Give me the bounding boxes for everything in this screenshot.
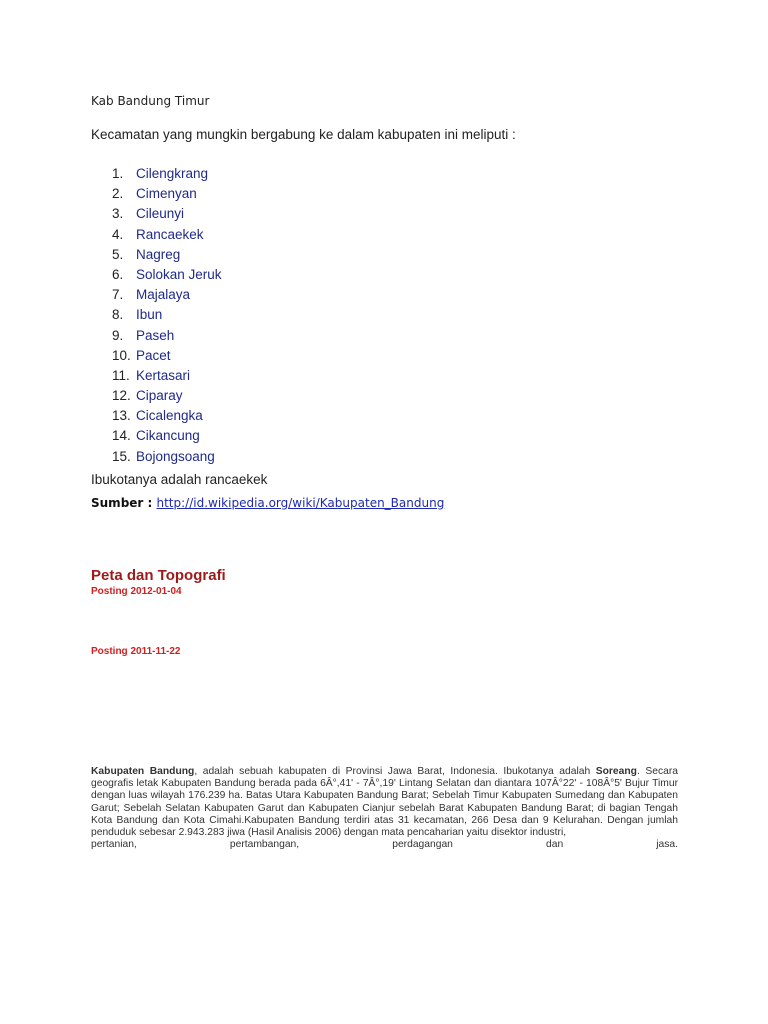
list-item-number: 7. xyxy=(112,287,124,303)
list-item xyxy=(112,245,222,265)
list-item-number: 11. xyxy=(112,367,130,383)
district-link[interactable]: Bojongsoang xyxy=(136,448,215,464)
post-date: Posting 2011-11-22 xyxy=(91,646,181,657)
list-item-number: 10. xyxy=(112,347,131,363)
paragraph-text: , adalah sebuah kabupaten di Provinsi Jawa Barat, Indonesia. Ibukotanya adalah xyxy=(194,766,596,777)
list-item-number: 14. xyxy=(112,428,131,444)
intro-text: Kecamatan yang mungkin bergabung ke dalam kabupaten ini meliputi : xyxy=(91,127,516,142)
list-item-number: 12. xyxy=(112,388,131,404)
capital-text: Ibukotanya adalah rancaekek xyxy=(91,472,268,487)
source-label: Sumber : xyxy=(91,496,157,510)
district-link[interactable]: Cilengkrang xyxy=(136,166,209,181)
district-link[interactable]: Cicalengka xyxy=(136,408,203,424)
list-item xyxy=(112,326,222,346)
district-link[interactable]: Cimenyan xyxy=(136,186,197,202)
list-item-number: 9. xyxy=(112,327,124,343)
district-link[interactable]: Nagreg xyxy=(136,246,181,262)
list-item xyxy=(112,426,222,446)
paragraph-text: . Secara geografis letak Kabupaten Bandung berada pada 6Â°,41' - 7Â°,19' Lintang Selatan dan diantara 107Â°22' - 108Â°5' Bujur Timur dengan luas wilayah 176.239 ha. Batas Utara Kabupaten Bandung Barat; Sebelah Timur Kabupaten Sumedang dan Kabupaten Garut; Sebelah Selatan Kabupaten Garut dan Kabupaten Cianjur sebelah Barat Kabupaten Bandung Barat; di bagian Tengah Kota Bandung dan Kota Cimahi.Kabupaten Bandung terdiri atas 31 kecamatan, 266 Desa dan 9 Kelurahan. Dengan jumlah penduduk sebesar 2.943.283 jiwa (Hasil Analisis 2006) dengan mata pencaharian yaitu disektor industri, xyxy=(91,766,678,839)
post-date: Posting 2012-01-04 xyxy=(91,586,182,597)
list-item xyxy=(112,225,222,245)
list-item xyxy=(112,204,222,224)
list-item-number: 5. xyxy=(112,246,124,262)
district-link[interactable]: Majalaya xyxy=(136,287,191,303)
source-link[interactable]: http://id.wikipedia.org/wiki/Kabupaten_Bandung xyxy=(156,496,445,510)
district-list xyxy=(112,164,222,467)
list-item xyxy=(112,386,222,406)
list-item xyxy=(112,346,222,366)
list-item-number: 8. xyxy=(112,307,124,323)
list-item xyxy=(112,366,222,386)
list-item xyxy=(112,265,222,285)
list-item xyxy=(112,305,222,325)
bold-term: Kabupaten Bandung xyxy=(91,766,195,777)
list-item xyxy=(112,285,222,305)
paragraph-last-line: pertanian, pertambangan, perdagangan dan jasa. xyxy=(91,839,678,851)
source-line xyxy=(91,496,444,510)
list-item-number: 15. xyxy=(112,448,131,464)
body-paragraph xyxy=(91,766,678,851)
district-link[interactable]: Paseh xyxy=(136,327,175,343)
list-item xyxy=(112,406,222,426)
section-heading: Kab Bandung Timur xyxy=(91,94,210,108)
list-item-number: 3. xyxy=(112,206,124,222)
list-item-number: 2. xyxy=(112,186,124,202)
district-link[interactable]: Cileunyi xyxy=(136,206,185,222)
district-link[interactable]: Cikancung xyxy=(136,428,200,444)
district-link[interactable]: Rancaekek xyxy=(136,226,204,242)
bold-term: Soreang xyxy=(595,766,637,777)
district-link[interactable]: Pacet xyxy=(136,347,171,363)
district-link[interactable]: Ibun xyxy=(136,307,163,323)
list-item-number: 13. xyxy=(112,408,131,424)
list-item-number: 4. xyxy=(112,226,124,242)
list-item-number: 1. xyxy=(112,166,124,181)
section-title: Peta dan Topografi xyxy=(91,567,226,584)
list-item-number: 6. xyxy=(112,266,124,282)
list-item xyxy=(112,447,222,467)
list-item xyxy=(112,184,222,204)
district-link[interactable]: Kertasari xyxy=(136,367,191,383)
district-link[interactable]: Ciparay xyxy=(136,388,183,404)
district-link[interactable]: Solokan Jeruk xyxy=(136,266,222,282)
list-item xyxy=(112,164,222,184)
